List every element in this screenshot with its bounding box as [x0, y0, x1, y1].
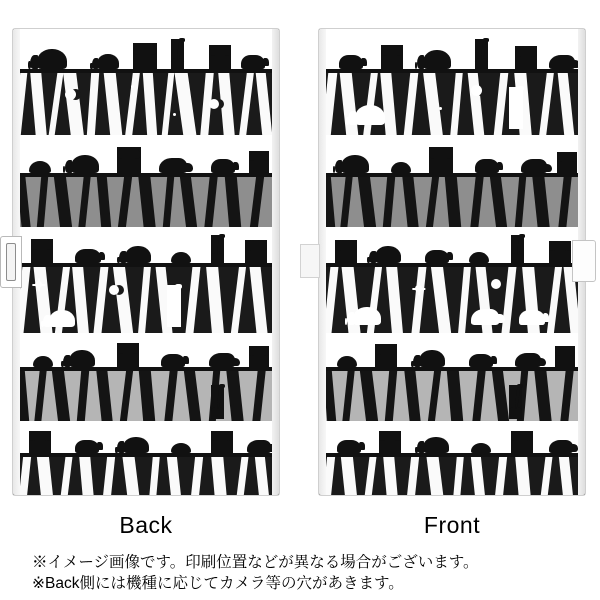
zebra-stripe-band	[319, 457, 585, 496]
zebra-stripe-band	[13, 457, 279, 496]
zebra-silhouette	[75, 440, 99, 453]
zebra-silhouette	[469, 354, 493, 367]
elephant-silhouette	[71, 155, 99, 173]
silhouette-strip	[13, 227, 279, 267]
tree-silhouette	[375, 344, 397, 367]
elephant-silhouette	[375, 246, 401, 263]
tree-silhouette	[249, 346, 269, 367]
bush-silhouette	[391, 162, 411, 173]
moon-icon	[109, 285, 119, 295]
tree-silhouette	[209, 45, 231, 69]
giraffe-silhouette	[171, 39, 184, 69]
elephant-silhouette	[423, 437, 449, 453]
elephant-silhouette	[419, 350, 445, 367]
zebra-stripe-band	[319, 73, 585, 135]
rhino-silhouette	[471, 309, 499, 325]
zebra-silhouette	[241, 55, 265, 69]
giraffe-silhouette	[211, 235, 224, 263]
zebra-silhouette	[519, 310, 545, 325]
tree-silhouette	[381, 45, 403, 69]
case-panel-back	[12, 28, 280, 496]
caption-back: Back	[119, 512, 173, 538]
tree-silhouette	[117, 343, 139, 367]
tree-silhouette	[555, 346, 575, 367]
giraffe-silhouette	[211, 385, 224, 419]
panel-edge-right	[272, 29, 279, 495]
elephant-silhouette	[97, 54, 119, 69]
tree-silhouette	[211, 431, 233, 453]
zebra-stripe-band	[13, 73, 279, 135]
zebra-silhouette	[425, 250, 449, 263]
giraffe-silhouette	[167, 285, 181, 327]
elephant-silhouette	[353, 307, 381, 325]
giraffe-silhouette	[511, 235, 524, 263]
tree-silhouette	[249, 151, 269, 173]
pattern-back	[13, 29, 279, 495]
case-panel-front	[318, 28, 586, 496]
moon-icon	[491, 279, 501, 289]
giraffe-silhouette	[509, 385, 522, 419]
zebra-stripe-band	[13, 267, 279, 333]
zebra-stripe-band	[13, 371, 279, 421]
moon-icon	[209, 99, 219, 109]
elephant-silhouette	[49, 310, 75, 327]
magnetic-clasp	[0, 236, 22, 288]
elephant-silhouette	[423, 50, 451, 69]
giraffe-silhouette	[475, 39, 488, 69]
zebra-silhouette	[75, 249, 101, 263]
silhouette-strip	[319, 333, 585, 371]
side-strap	[572, 240, 596, 282]
silhouette-strip	[13, 421, 279, 457]
tree-silhouette	[335, 240, 357, 263]
elephant-silhouette	[37, 49, 67, 69]
panel-edge-left	[319, 29, 326, 495]
zebra-silhouette	[161, 354, 185, 367]
silhouette-strip	[13, 135, 279, 177]
tree-silhouette	[245, 240, 267, 263]
elephant-silhouette	[125, 246, 151, 263]
zebra-silhouette	[211, 159, 235, 173]
rhino-silhouette	[549, 440, 573, 453]
tree-silhouette	[557, 152, 577, 173]
silhouette-strip	[13, 333, 279, 371]
caption-row	[0, 512, 600, 546]
elephant-silhouette	[123, 437, 149, 453]
giraffe-silhouette	[509, 87, 523, 129]
tree-silhouette	[429, 147, 453, 173]
footnote-camera-hole: ※Back側には機種に応じてカメラ等の穴があきます。	[32, 575, 404, 592]
bush-silhouette	[33, 356, 53, 367]
zebra-stripe-band	[319, 177, 585, 227]
rhino-silhouette	[159, 158, 187, 173]
bush-silhouette	[171, 443, 191, 453]
zebra-stripe-band	[319, 267, 585, 333]
moon-icon	[65, 89, 76, 100]
rhino-silhouette	[521, 159, 547, 173]
footnotes	[32, 552, 580, 594]
bush-silhouette	[337, 356, 357, 367]
zebra-stripe-band	[13, 177, 279, 227]
center-strap-link	[300, 244, 320, 278]
sun-icon	[415, 285, 422, 292]
zebra-silhouette	[337, 440, 361, 453]
rhino-silhouette	[549, 55, 575, 69]
rhino-silhouette	[247, 440, 271, 453]
tree-silhouette	[117, 147, 141, 173]
bush-silhouette	[171, 252, 191, 263]
silhouette-strip	[319, 227, 585, 267]
zebra-stripe-band	[319, 371, 585, 421]
elephant-silhouette	[355, 105, 385, 125]
bush-silhouette	[29, 161, 51, 173]
silhouette-strip	[319, 29, 585, 73]
sun-icon	[35, 281, 42, 288]
silhouette-strip	[319, 421, 585, 457]
tree-silhouette	[29, 431, 51, 453]
footnote-image-disclaimer: ※イメージ画像です。印刷位置などが異なる場合がございます。	[32, 554, 479, 571]
tree-silhouette	[31, 239, 53, 263]
elephant-silhouette	[69, 350, 95, 367]
rhino-silhouette	[209, 353, 235, 367]
zebra-silhouette	[339, 55, 363, 69]
rhino-silhouette	[515, 353, 541, 367]
bush-silhouette	[471, 443, 491, 453]
pattern-front	[319, 29, 585, 495]
bush-silhouette	[469, 252, 489, 263]
zebra-silhouette	[475, 159, 499, 173]
caption-front: Front	[423, 512, 481, 538]
silhouette-strip	[13, 29, 279, 73]
tree-silhouette	[511, 431, 533, 453]
elephant-silhouette	[341, 155, 369, 173]
tree-silhouette	[133, 43, 157, 69]
moon-icon	[471, 85, 482, 96]
tree-silhouette	[379, 431, 401, 453]
tree-silhouette	[549, 241, 571, 263]
tree-silhouette	[515, 46, 537, 69]
silhouette-strip	[319, 135, 585, 177]
